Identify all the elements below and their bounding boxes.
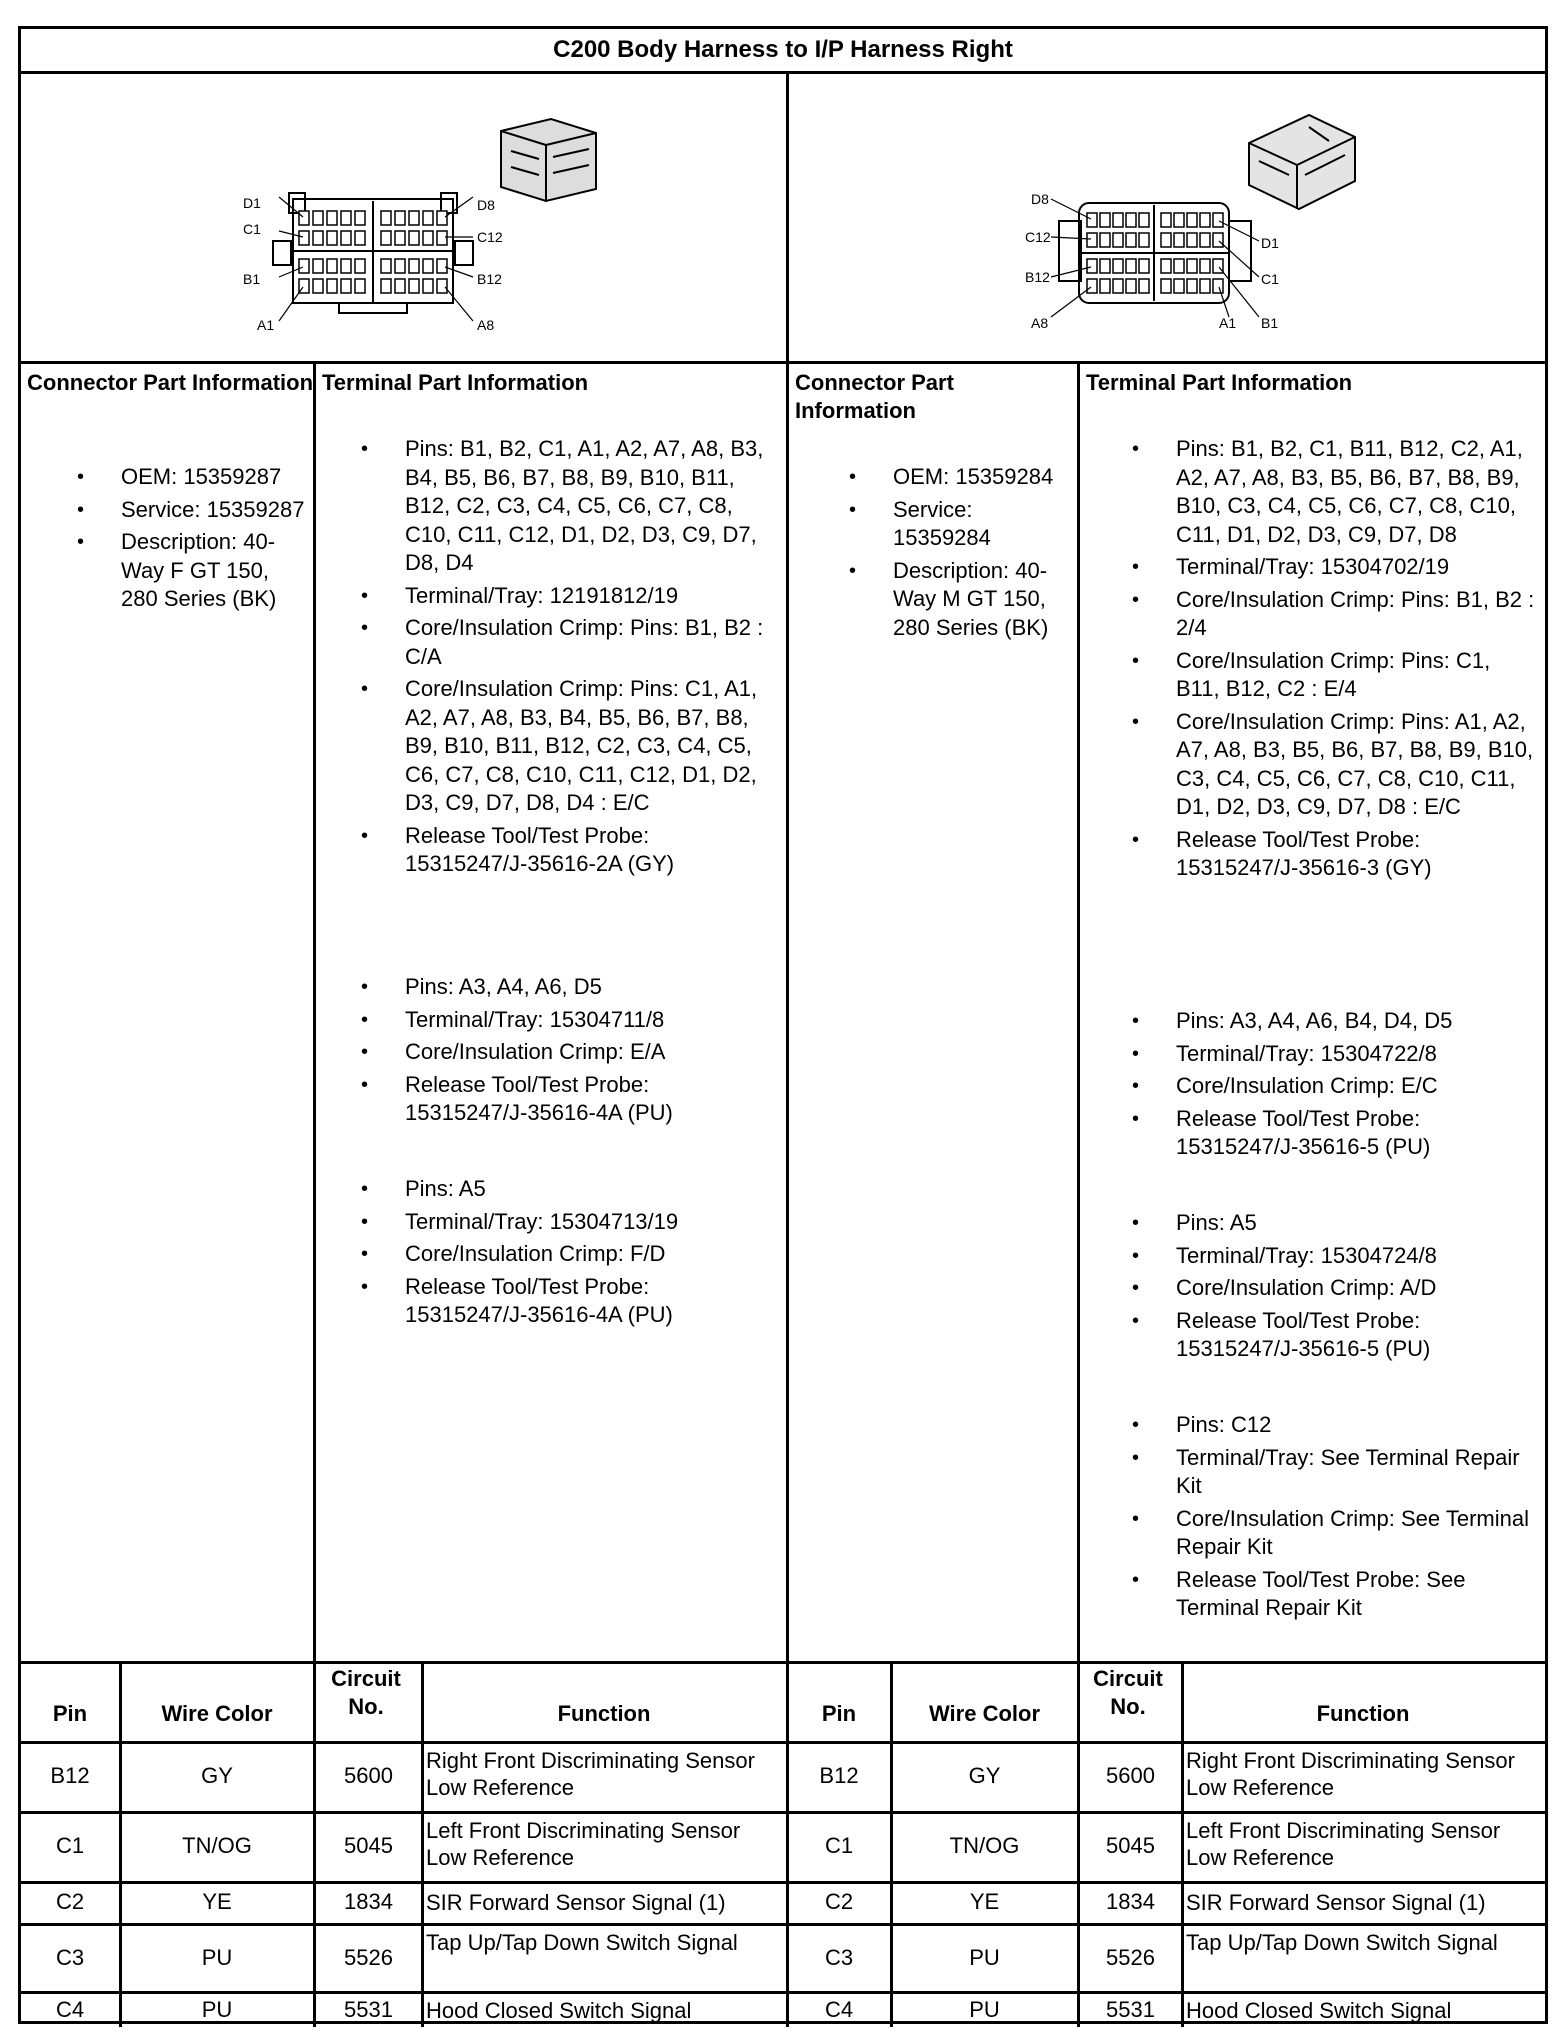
pin-label: D1 [243,195,261,211]
connector-description: • Description: 40-Way M GT 150, 280 Series (BK) [893,557,1075,643]
cell-wire-color: GY [968,1763,1001,1788]
cell-wire-color: PU [201,1997,233,2022]
cell-function: Right Front Discriminating Sensor Low Reference [426,1748,755,1800]
cell-wire-color: PU [969,1945,1000,1970]
cell-circuit: 1834 [344,1889,393,1914]
connector-sheet [18,26,1548,2024]
connector-part-list [893,463,1075,642]
cell-wire-color: PU [969,1997,1000,2022]
terminal-group [405,973,777,1128]
cell-circuit: 5531 [344,1997,393,2022]
terminal-tray: • Terminal/Tray: See Terminal Repair Kit [1176,1444,1538,1501]
terminal-tray: • Terminal/Tray: 15304724/8 [1176,1242,1538,1271]
cell-pin: C2 [55,1889,85,1914]
cell-circuit: 5045 [1106,1833,1155,1858]
divider [21,1811,1545,1814]
terminal-crimp: • Core/Insulation Crimp: Pins: B1, B2 : 2/4 [1176,586,1538,643]
terminal-group [405,1175,777,1330]
cell-function: Tap Up/Tap Down Switch Signal [1186,1930,1498,1955]
divider [21,1881,1545,1884]
page-title: C200 Body Harness to I/P Harness Right [21,29,1545,74]
divider [21,1923,1545,1926]
terminal-pins: • Pins: A5 [405,1175,777,1204]
pin-label: A8 [1031,315,1049,331]
col-header-function: Function [1316,1701,1410,1726]
cell-circuit: 5600 [1106,1763,1155,1788]
terminal-group [1176,1411,1538,1623]
pin-label: B1 [1261,315,1279,331]
col-header-wire-color: Wire Color [161,1701,273,1726]
terminal-tray: • Terminal/Tray: 15304713/19 [405,1208,777,1237]
terminal-crimp: • Core/Insulation Crimp: E/C [1176,1072,1538,1101]
pin-label: D1 [1261,235,1279,251]
terminal-group [1176,1209,1538,1364]
connector-oem: • OEM: 15359284 [893,463,1075,492]
connector-oem: • OEM: 15359287 [121,463,311,492]
cell-pin: C1 [55,1833,85,1858]
terminal-release-tool: • Release Tool/Test Probe: See Terminal Repair Kit [1176,1566,1538,1623]
col-header-pin: Pin [52,1701,88,1726]
cell-circuit: 1834 [1106,1889,1155,1914]
col-header-wire-color: Wire Color [928,1701,1041,1726]
divider [313,361,316,1661]
connector-description: • Description: 40-Way F GT 150, 280 Series (BK) [121,528,311,614]
pin-label: D8 [477,197,495,213]
cell-function: Tap Up/Tap Down Switch Signal [426,1930,738,1955]
terminal-crimp: • Core/Insulation Crimp: See Terminal Repair Kit [1176,1505,1538,1562]
cell-wire-color: TN/OG [949,1833,1020,1858]
cell-function: Left Front Discriminating Sensor Low Reference [426,1818,741,1870]
cell-circuit: 5531 [1106,1997,1155,2022]
cell-function: Right Front Discriminating Sensor Low Reference [1186,1748,1515,1800]
cell-function: SIR Forward Sensor Signal (1) [426,1890,726,1915]
terminal-pins: • Pins: C12 [1176,1411,1538,1440]
pin-label: D8 [1031,191,1049,207]
divider [786,361,789,1661]
pin-label: B12 [477,271,502,287]
female-connector-diagram [21,71,786,361]
pin-label: C1 [243,221,261,237]
cell-pin: B12 [50,1763,90,1788]
cell-wire-color: YE [969,1889,1000,1914]
cell-wire-color: TN/OG [182,1833,252,1858]
pin-label: B1 [243,271,261,287]
terminal-pins: • Pins: B1, B2, C1, B11, B12, C2, A1, A2, A7, A8, B3, B5, B6, B7, B8, B9, B10, C3, C4, C5, C6, C7, C8, C10, C11, D1, D2, D3, C9, D7, D8 [1176,435,1538,549]
connector-service: • Service: 15359287 [121,496,311,525]
cell-function: SIR Forward Sensor Signal (1) [1186,1890,1486,1915]
pin-label: A8 [477,317,495,333]
terminal-pins: • Pins: A3, A4, A6, B4, D4, D5 [1176,1007,1538,1036]
cell-circuit: 5600 [344,1763,393,1788]
cell-pin: C4 [824,1997,854,2022]
connector-part-header: Connector Part Information [27,370,314,395]
cell-function: Hood Closed Switch Signal [426,1998,692,2023]
connector-part-header: Connector Part Information [795,370,954,423]
terminal-crimp: • Core/Insulation Crimp: Pins: C1, B11, B12, C2 : E/4 [1176,647,1538,704]
terminal-group [1176,1007,1538,1162]
divider [1077,361,1080,1661]
terminal-release-tool: • Release Tool/Test Probe: 15315247/J-35616-4A (PU) [405,1071,777,1128]
terminal-crimp: • Core/Insulation Crimp: Pins: C1, A1, A2, A7, A8, B3, B4, B5, B6, B7, B8, B9, B10, B11, B12, C2, C3, C4, C5, C6, C7, C8, C10, C11, C12, D1, D2, D3, C9, D7, D8, D4 : E/C [405,675,777,818]
terminal-pins: • Pins: A3, A4, A6, D5 [405,973,777,1002]
pin-label: C12 [477,229,503,245]
terminal-release-tool: • Release Tool/Test Probe: 15315247/J-35616-5 (PU) [1176,1307,1538,1364]
cell-wire-color: YE [202,1889,232,1914]
col-header-circuit: Circuit No. [331,1666,401,1719]
terminal-part-header: Terminal Part Information [322,370,589,395]
terminal-tray: • Terminal/Tray: 15304702/19 [1176,553,1538,582]
terminal-pins: • Pins: B1, B2, C1, A1, A2, A7, A8, B3, B4, B5, B6, B7, B8, B9, B10, B11, B12, C2, C3, C4, C5, C6, C7, C8, C10, C11, C12, D1, D2, D3, C9, D7, D8, D4 [405,435,777,578]
terminal-crimp: • Core/Insulation Crimp: F/D [405,1240,777,1269]
col-header-circuit: Circuit No. [1093,1666,1163,1719]
terminal-release-tool: • Release Tool/Test Probe: 15315247/J-35616-3 (GY) [1176,826,1538,883]
divider [21,1741,1545,1744]
cell-pin: C3 [824,1945,854,1970]
male-connector-diagram [789,71,1551,361]
pin-label: A1 [1219,315,1237,331]
terminal-release-tool: • Release Tool/Test Probe: 15315247/J-35616-4A (PU) [405,1273,777,1330]
terminal-crimp: • Core/Insulation Crimp: A/D [1176,1274,1538,1303]
terminal-release-tool: • Release Tool/Test Probe: 15315247/J-35616-2A (GY) [405,822,777,879]
diagram-row [21,71,1545,364]
divider [21,1661,1545,1664]
pin-label: B12 [1025,269,1050,285]
cell-circuit: 5526 [344,1945,393,1970]
cell-wire-color: PU [201,1945,233,1970]
cell-pin: C4 [55,1997,85,2022]
terminal-crimp: • Core/Insulation Crimp: E/A [405,1038,777,1067]
cell-circuit: 5526 [1106,1945,1155,1970]
pin-label: C12 [1025,229,1051,245]
divider [21,1991,1545,1994]
terminal-tray: • Terminal/Tray: 12191812/19 [405,582,777,611]
connector-part-list [121,463,311,614]
terminal-tray: • Terminal/Tray: 15304722/8 [1176,1040,1538,1069]
terminal-tray: • Terminal/Tray: 15304711/8 [405,1006,777,1035]
cell-pin: C3 [55,1945,85,1970]
terminal-release-tool: • Release Tool/Test Probe: 15315247/J-35616-5 (PU) [1176,1105,1538,1162]
cell-function: Left Front Discriminating Sensor Low Reference [1186,1818,1501,1870]
terminal-crimp: • Core/Insulation Crimp: Pins: B1, B2 : C/A [405,614,777,671]
cell-pin: C2 [824,1889,854,1914]
cell-pin: C1 [824,1833,854,1858]
col-header-function: Function [557,1701,651,1726]
terminal-pins: • Pins: A5 [1176,1209,1538,1238]
terminal-group [405,435,777,879]
terminal-part-header: Terminal Part Information [1086,370,1353,395]
terminal-crimp: • Core/Insulation Crimp: Pins: A1, A2, A7, A8, B3, B5, B6, B7, B8, B9, B10, C3, C4, C5, C6, C7, C8, C10, C11, D1, D2, D3, C9, D7, D8 : E/C [1176,708,1538,822]
connector-service: • Service: 15359284 [893,496,1075,553]
cell-function: Hood Closed Switch Signal [1186,1998,1452,2023]
cell-wire-color: GY [201,1763,233,1788]
terminal-group [1176,435,1538,883]
col-header-pin: Pin [821,1701,857,1726]
pin-label: A1 [257,317,275,333]
pin-label: C1 [1261,271,1279,287]
cell-circuit: 5045 [344,1833,393,1858]
cell-pin: B12 [819,1763,859,1788]
